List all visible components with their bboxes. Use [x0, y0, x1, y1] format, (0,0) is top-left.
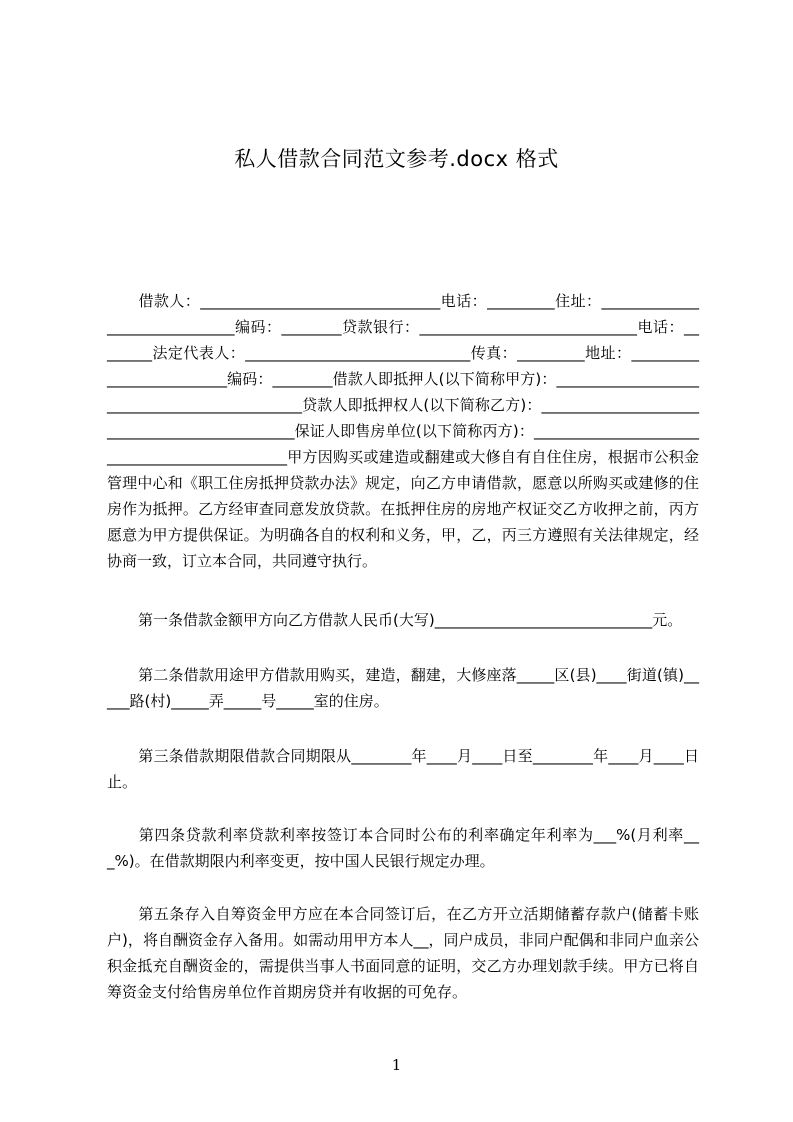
paragraph-parties: [107, 288, 699, 574]
paragraph-article-1: [107, 607, 699, 633]
paragraph-article-5: [107, 901, 699, 1005]
paragraph-article-4-text: 第四条贷款利率贷款利率按签订本合同时公布的利率确定年利率为___%(月利率___%)。在借款期限内利率变更，按中国人民银行规定办理。: [107, 826, 699, 870]
paragraph-article-2-text: 第二条借款用途甲方借款用购买，建造，翻建，大修座落_____区(县)____街道(镇)_____路(村)_____弄_____号_____室的住房。: [107, 666, 699, 710]
page-number: 1: [391, 1056, 402, 1074]
document-title: 私人借款合同范文参考.docx 格式: [234, 147, 559, 171]
paragraph-article-3-text: 第三条借款期限借款合同期限从________年____月____日至________年____月____日止。: [107, 747, 699, 791]
paragraph-parties-text: 借款人：________________________________电话：_________住址：______________________________编码：________贷款银行：_____________________________电话：________法定代表人：______________________________传真：_________地址：_________________________编码：________借款人即抵押人(以下简称甲方)：_____________________________________________贷款人即抵押权人(以下简称乙方)：______________________________________________保证人即售房单位(以下简称丙方)：______________________________________________甲方因购买或建造或翻建或大修自有自住住房，根据市公积金管理中心和《职工住房抵押贷款办法》规定，向乙方申请借款，愿意以所购买或建修的住房作为抵押。乙方经审查同意发放贷款。在抵押住房的房地产权证交乙方收押之前，丙方愿意为甲方提供保证。为明确各自的权利和义务，甲，乙，丙三方遵照有关法律规定，经协商一致，订立本合同，共同遵守执行。: [107, 292, 699, 570]
paragraph-article-4: [107, 822, 699, 874]
paragraph-article-3: [107, 743, 699, 795]
paragraph-article-5-text: 第五条存入自筹资金甲方应在本合同签订后，在乙方开立活期储蓄存款户(储蓄卡账户)，将自酬资金存入备用。如需动用甲方本人__，同户成员，非同户配偶和非同户血亲公积金抵充自酬资金的，需提供当事人书面同意的证明，交乙方办理划款手续。甲方已将自筹资金支付给售房单位作首期房贷并有收据的可免存。: [107, 905, 699, 1001]
paragraph-article-1-text: 第一条借款金额甲方向乙方借款人民币(大写)_____________________________元。: [138, 611, 683, 629]
paragraph-article-2: [107, 662, 699, 714]
